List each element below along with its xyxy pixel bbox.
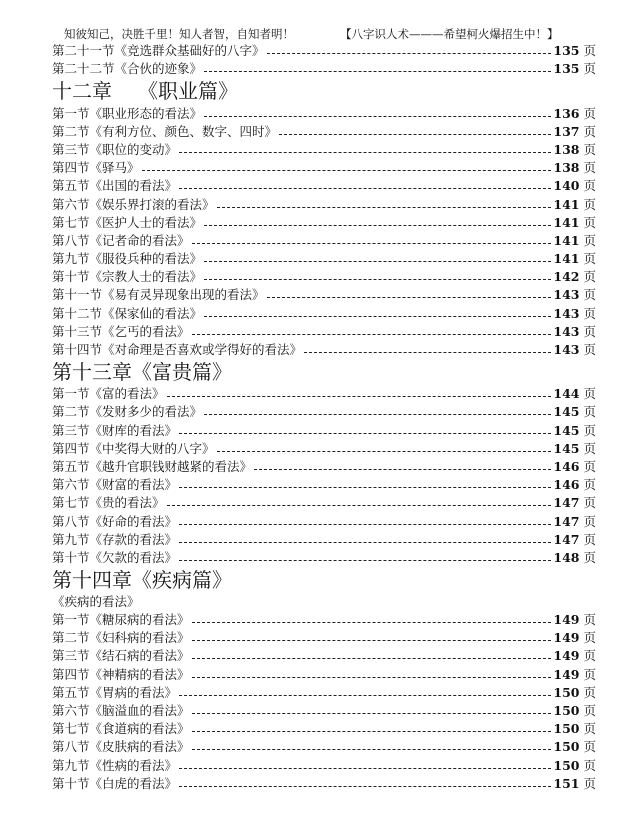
toc-entry[interactable]: [52, 286, 596, 304]
page-word: 页: [583, 684, 596, 700]
toc-entry-page: [553, 250, 596, 268]
toc-entry-page: [553, 123, 596, 141]
page-word: 页: [583, 549, 596, 565]
page-word: 页: [583, 612, 596, 628]
page-number: 136: [553, 105, 580, 121]
chapter-number: 第十四章: [52, 567, 132, 592]
dot-leader: [204, 279, 551, 280]
dot-leader: [204, 71, 551, 72]
toc-entry-page: [553, 531, 596, 549]
page-word: 页: [583, 513, 596, 529]
table-of-contents: [52, 42, 596, 793]
page-number: 143: [553, 342, 580, 357]
toc-entry[interactable]: [52, 214, 596, 232]
chapter-name: 《疾病篇》: [132, 567, 232, 592]
dot-leader: [192, 749, 552, 750]
toc-entry-title: 第八节《记者命的看法》: [52, 232, 190, 248]
page-number: 150: [553, 684, 580, 700]
toc-entry-title: 第一节《职业形态的看法》: [52, 105, 203, 121]
page-number: 143: [553, 323, 580, 339]
toc-entry-title: 第九节《存款的看法》: [52, 531, 178, 547]
chapter-subheading: 《疾病的看法》: [52, 593, 140, 609]
header-motto: 知彼知己，决胜千里！知人者智，自知者明！: [64, 27, 294, 41]
toc-entry[interactable]: [52, 177, 596, 195]
toc-entry-title: 第十节《白虎的看法》: [52, 775, 178, 791]
page-number: 143: [553, 305, 580, 321]
page-number: 150: [553, 721, 580, 737]
toc-entry-title: 第六节《财富的看法》: [52, 477, 178, 493]
page-number: 141: [553, 214, 580, 230]
page-number: 135: [553, 43, 580, 59]
dot-leader: [217, 207, 552, 208]
toc-entry-page: [553, 141, 596, 159]
page-word: 页: [583, 105, 596, 121]
toc-entry-page: [553, 629, 596, 647]
toc-entry-title: 第五节《胃病的看法》: [52, 684, 178, 700]
toc-entry-page: [553, 42, 596, 60]
toc-entry-title: 第七节《贵的看法》: [52, 495, 165, 511]
chapter-name: 《富贵篇》: [132, 360, 232, 384]
toc-entry[interactable]: [52, 421, 596, 439]
page-number: 145: [553, 422, 580, 438]
page-word: 页: [583, 757, 596, 773]
toc-entry[interactable]: [52, 531, 596, 549]
chapter-heading: [52, 360, 596, 385]
toc-entry[interactable]: [52, 104, 596, 122]
toc-entry-title: 第九节《性病的看法》: [52, 757, 178, 773]
page-number: 140: [553, 178, 580, 194]
dot-leader: [179, 695, 551, 696]
toc-entry[interactable]: [52, 385, 596, 403]
toc-entry[interactable]: [52, 341, 596, 359]
toc-entry-page: [553, 232, 596, 250]
toc-entry-title: 第九节《服役兵种的看法》: [52, 251, 203, 267]
toc-entry-page: [553, 305, 596, 323]
toc-entry[interactable]: [52, 141, 596, 159]
page-word: 页: [583, 160, 596, 176]
page-number: 144: [553, 386, 580, 402]
page-number: 149: [553, 630, 580, 646]
toc-entry[interactable]: [52, 738, 596, 756]
page-number: 137: [553, 123, 580, 139]
page-word: 页: [583, 386, 596, 402]
dot-leader: [192, 334, 552, 335]
dot-leader: [192, 622, 552, 623]
dot-leader: [192, 713, 552, 714]
toc-entry-title: 第三节《财库的看法》: [52, 422, 178, 438]
toc-entry[interactable]: [52, 60, 596, 78]
page-word: 页: [583, 458, 596, 474]
dot-leader: [204, 414, 551, 415]
page-word: 页: [583, 404, 596, 420]
page-number: 147: [553, 513, 580, 529]
toc-entry-page: [553, 403, 596, 421]
toc-entry-page: [553, 611, 596, 629]
page-number: 147: [553, 495, 580, 511]
dot-leader: [179, 768, 551, 769]
dot-leader: [179, 188, 551, 189]
toc-entry-page: [553, 196, 596, 214]
toc-entry-title: 第四节《神精病的看法》: [52, 666, 190, 682]
page-word: 页: [583, 630, 596, 646]
toc-entry-page: [553, 159, 596, 177]
toc-entry[interactable]: [52, 159, 596, 177]
toc-entry-title: 第十三节《乞丐的看法》: [52, 323, 190, 339]
chapter-heading: [52, 568, 596, 593]
toc-entry[interactable]: [52, 629, 596, 647]
page-word: 页: [583, 648, 596, 664]
page-word: 页: [583, 422, 596, 438]
page-word: 页: [583, 141, 596, 157]
page-word: 页: [583, 269, 596, 285]
toc-entry[interactable]: [52, 304, 596, 322]
toc-entry-title: 第八节《皮肤病的看法》: [52, 739, 190, 755]
page-number: 143: [553, 287, 580, 303]
page-number: 149: [553, 612, 580, 628]
toc-entry[interactable]: [52, 549, 596, 567]
toc-entry-page: [553, 268, 596, 286]
chapter-name: 《职业篇》: [138, 79, 238, 104]
page-word: 页: [583, 305, 596, 321]
toc-entry-page: [553, 476, 596, 494]
toc-entry[interactable]: [52, 494, 596, 512]
toc-entry-title: 第四节《中奖得大财的八字》: [52, 440, 215, 456]
toc-entry-page: [553, 440, 596, 458]
dot-leader: [204, 316, 551, 317]
page-word: 页: [583, 178, 596, 194]
toc-entry[interactable]: [52, 323, 596, 341]
dot-leader: [279, 134, 551, 135]
page-number: 135: [553, 61, 580, 77]
dot-leader: [142, 170, 552, 171]
toc-entry[interactable]: [52, 611, 596, 629]
toc-entry[interactable]: [52, 476, 596, 494]
toc-entry-page: [553, 60, 596, 78]
page-number: 151: [553, 775, 580, 791]
toc-entry[interactable]: [52, 250, 596, 268]
dot-leader: [179, 487, 551, 488]
toc-entry-title: 第一节《糖尿病的看法》: [52, 612, 190, 628]
page-number: 145: [553, 440, 580, 456]
toc-entry[interactable]: [52, 756, 596, 774]
toc-entry-page: [553, 341, 596, 359]
chapter-number: 十二章: [52, 79, 112, 104]
page-number: 141: [553, 232, 580, 248]
toc-entry[interactable]: [52, 702, 596, 720]
toc-entry-title: 第十四节《对命理是否喜欢或学得好的看法》: [52, 342, 303, 357]
toc-entry-title: 第十节《欠款的看法》: [52, 549, 178, 565]
dot-leader: [217, 451, 552, 452]
toc-entry-page: [553, 684, 596, 702]
dot-leader: [192, 731, 552, 732]
page-word: 页: [583, 775, 596, 791]
toc-entry-title: 第七节《医护人士的看法》: [52, 214, 203, 230]
page-word: 页: [583, 123, 596, 139]
dot-leader: [204, 116, 551, 117]
dot-leader: [204, 261, 551, 262]
dot-leader: [179, 433, 551, 434]
page-word: 页: [583, 251, 596, 267]
dot-leader: [192, 677, 552, 678]
chapter-number: 第十三章: [52, 360, 132, 384]
page-word: 页: [583, 232, 596, 248]
toc-entry-page: [553, 385, 596, 403]
toc-entry-title: 第六节《娱乐界打滚的看法》: [52, 196, 215, 212]
dot-leader: [267, 53, 552, 54]
page-number: 146: [553, 477, 580, 493]
toc-entry[interactable]: [52, 647, 596, 665]
toc-entry-page: [553, 422, 596, 440]
toc-entry[interactable]: [52, 684, 596, 702]
dot-leader: [179, 542, 551, 543]
toc-entry-page: [553, 286, 596, 304]
page-word: 页: [583, 531, 596, 547]
toc-entry-title: 第一节《富的看法》: [52, 386, 165, 402]
dot-leader: [192, 658, 552, 659]
toc-entry-title: 第七节《食道病的看法》: [52, 721, 190, 737]
toc-entry-title: 第三节《职位的变动》: [52, 141, 178, 157]
page-word: 页: [583, 43, 596, 59]
page-number: 150: [553, 757, 580, 773]
toc-entry[interactable]: [52, 775, 596, 793]
toc-entry-page: [553, 105, 596, 123]
page-number: 138: [553, 160, 580, 176]
toc-entry[interactable]: [52, 123, 596, 141]
toc-entry-page: [553, 494, 596, 512]
dot-leader: [179, 152, 551, 153]
page-word: 页: [583, 196, 596, 212]
toc-entry-title: 第三节《结石病的看法》: [52, 648, 190, 664]
page-number: 138: [553, 141, 580, 157]
page-number: 146: [553, 458, 580, 474]
page-word: 页: [583, 61, 596, 77]
toc-entry[interactable]: [52, 720, 596, 738]
page-number: 149: [553, 648, 580, 664]
toc-entry-title: 第五节《越升官职钱财越紧的看法》: [52, 458, 253, 474]
page-word: 页: [583, 666, 596, 682]
toc-entry-title: 第二节《有利方位、颜色、数字、四时》: [52, 123, 278, 139]
page-word: 页: [583, 477, 596, 493]
toc-entry-page: [553, 757, 596, 775]
chapter-heading: [52, 79, 596, 104]
page-number: 150: [553, 703, 580, 718]
dot-leader: [179, 524, 551, 525]
toc-entry-title: 第二十二节《合伙的迹象》: [52, 61, 203, 77]
page-number: 148: [553, 549, 580, 565]
toc-entry-title: 第二十一节《竞选群众基础好的八字》: [52, 43, 265, 59]
toc-entry-page: [553, 647, 596, 665]
toc-entry-title: 第二节《发财多少的看法》: [52, 404, 203, 420]
toc-entry-page: [553, 458, 596, 476]
toc-entry[interactable]: [52, 268, 596, 286]
page-header: [46, 26, 595, 42]
toc-entry-title: 第十二节《保家仙的看法》: [52, 305, 203, 321]
toc-entry-page: [553, 775, 596, 793]
toc-entry-page: [553, 702, 596, 720]
page-word: 页: [583, 287, 596, 303]
dot-leader: [179, 560, 551, 561]
page-word: 页: [583, 739, 596, 755]
dot-leader: [192, 243, 552, 244]
toc-entry-page: [553, 738, 596, 756]
toc-entry-page: [553, 720, 596, 738]
toc-entry-page: [553, 549, 596, 567]
toc-entry-title: 第十节《宗教人士的看法》: [52, 269, 203, 285]
dot-leader: [267, 297, 552, 298]
page-word: 页: [583, 323, 596, 339]
toc-entry-page: [553, 666, 596, 684]
toc-entry[interactable]: [52, 403, 596, 421]
toc-entry-title: 第八节《好命的看法》: [52, 513, 178, 529]
page-number: 149: [553, 666, 580, 682]
dot-leader: [192, 640, 552, 641]
toc-entry-title: 第六节《脑溢血的看法》: [52, 703, 190, 718]
toc-entry-page: [553, 214, 596, 232]
dot-leader: [304, 352, 551, 353]
toc-entry[interactable]: [52, 458, 596, 476]
page-number: 142: [553, 269, 580, 285]
toc-entry-title: 第十一节《易有灵异现象出现的看法》: [52, 287, 265, 303]
dot-leader: [179, 786, 551, 787]
toc-entry-title: 第二节《妇科病的看法》: [52, 630, 190, 646]
page-word: 页: [583, 214, 596, 230]
toc-entry-title: 第五节《出国的看法》: [52, 178, 178, 194]
page-word: 页: [583, 721, 596, 737]
page-word: 页: [583, 440, 596, 456]
page-number: 145: [553, 404, 580, 420]
dot-leader: [167, 505, 552, 506]
page-word: 页: [583, 703, 596, 718]
toc-entry[interactable]: [52, 512, 596, 530]
toc-entry[interactable]: [52, 665, 596, 683]
dot-leader: [254, 469, 551, 470]
toc-entry-page: [553, 513, 596, 531]
toc-entry[interactable]: [52, 42, 596, 60]
page-number: 150: [553, 739, 580, 755]
header-promo: 【八字识人术———希望柯火爆招生中！】: [340, 27, 559, 41]
toc-entry-page: [553, 177, 596, 195]
toc-entry[interactable]: [52, 232, 596, 250]
page-word: 页: [583, 342, 596, 357]
toc-entry-title: 第四节《驿马》: [52, 160, 140, 176]
dot-leader: [204, 225, 551, 226]
page-number: 141: [553, 251, 580, 267]
toc-entry[interactable]: [52, 195, 596, 213]
dot-leader: [167, 396, 552, 397]
page-number: 147: [553, 531, 580, 547]
page-word: 页: [583, 495, 596, 511]
toc-entry-page: [553, 323, 596, 341]
toc-entry[interactable]: [52, 440, 596, 458]
page-number: 141: [553, 196, 580, 212]
